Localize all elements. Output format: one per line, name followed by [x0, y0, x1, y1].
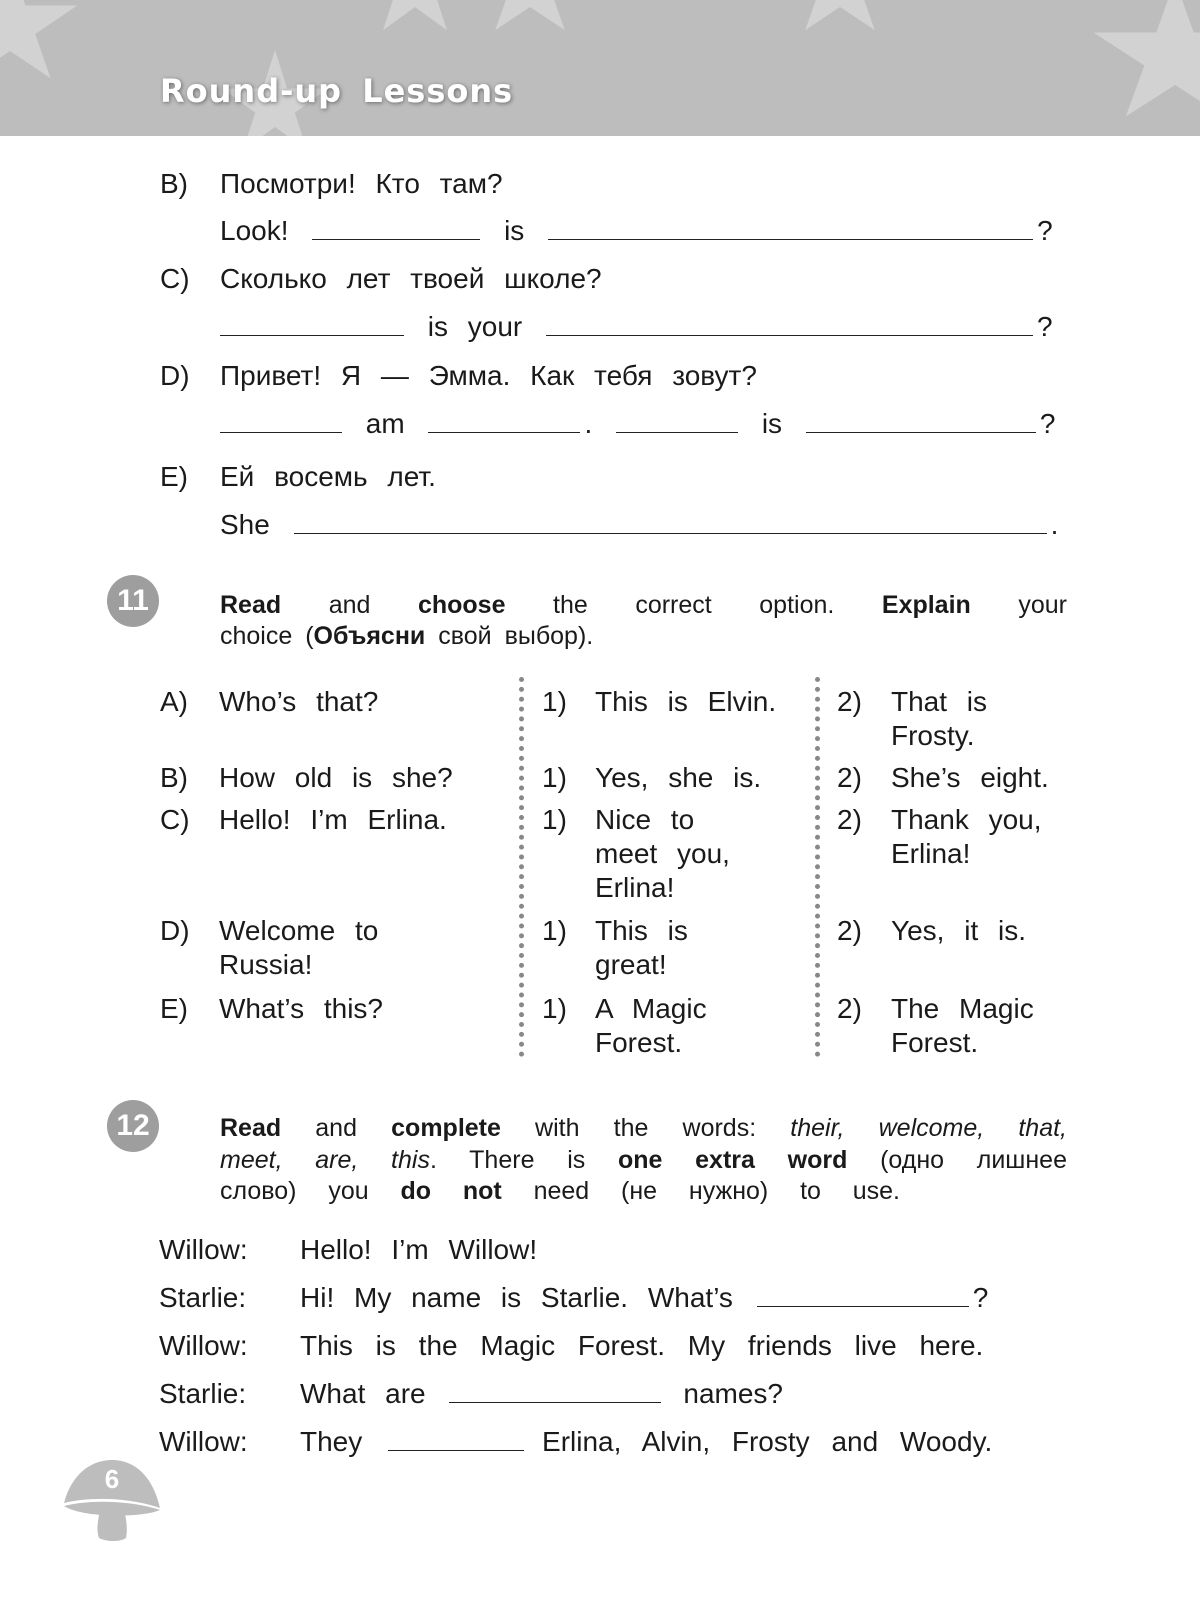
star-decoration [360, 0, 470, 40]
option-number: 2) [837, 762, 862, 793]
page-number: 6 [104, 1464, 120, 1494]
option-number: 1) [542, 993, 567, 1024]
speaker-name: Willow: [159, 1330, 248, 1361]
option-2-text: That is [891, 686, 988, 717]
item-letter: E) [160, 461, 188, 492]
item-letter: A) [160, 686, 188, 717]
answer-line: Look! is ? [220, 215, 1053, 246]
blank-field[interactable] [616, 411, 738, 433]
russian-prompt: Посмотри! Кто там? [220, 168, 503, 199]
instruction-line: Read and complete with the words: their, welcome, that, [220, 1114, 1067, 1142]
option-number: 1) [542, 915, 567, 946]
blank-field[interactable] [449, 1381, 661, 1403]
option-number: 2) [837, 804, 862, 835]
question-text: Welcome to [219, 915, 379, 946]
dialog-line: This is the Magic Forest. My friends live here. [300, 1330, 984, 1361]
russian-prompt: Ей восемь лет. [220, 461, 436, 492]
option-2-text: She’s eight. [891, 762, 1049, 793]
speaker-name: Starlie: [159, 1378, 247, 1409]
option-number: 2) [837, 993, 862, 1024]
option-number: 1) [542, 686, 567, 717]
page-header [0, 0, 1200, 136]
column-divider [815, 677, 820, 1057]
speaker-name: Willow: [159, 1426, 248, 1457]
option-number: 1) [542, 762, 567, 793]
blank-field[interactable] [548, 218, 1033, 240]
option-2-text: Thank you, [891, 804, 1042, 835]
star-decoration [470, 0, 590, 40]
russian-prompt: Сколько лет твоей школе? [220, 263, 602, 294]
option-1-text: A Magic [595, 993, 707, 1024]
dialog-line: Hello! I’m Willow! [300, 1234, 538, 1265]
option-2-text: Yes, it is. [891, 915, 1027, 946]
blank-field[interactable] [757, 1285, 969, 1307]
option-number: 2) [837, 915, 862, 946]
item-letter: B) [160, 168, 188, 199]
dialog-line: They Erlina, Alvin, Frosty and Woody. [300, 1426, 993, 1457]
dialog-line: Hi! My name is Starlie. What’s ? [300, 1282, 989, 1313]
instruction-line: choice (Объясни свой выбор). [220, 622, 594, 650]
answer-line: is your ? [216, 311, 1053, 343]
instruction-line: Read and choose the correct option. Explain your [220, 591, 1067, 619]
item-letter: C) [160, 804, 190, 835]
exercise-number: 11 [107, 575, 159, 627]
blank-field[interactable] [294, 512, 1047, 534]
option-1-text: Forest. [595, 1027, 683, 1058]
blank-field[interactable] [312, 218, 480, 240]
item-letter: B) [160, 762, 188, 793]
blank-field[interactable] [220, 411, 342, 433]
question-text: How old is she? [219, 762, 453, 793]
option-2-text: The Magic [891, 993, 1034, 1024]
instruction-line: слово) you do not need (не нужно) to use. [220, 1177, 900, 1205]
option-1-text: meet you, [595, 838, 730, 869]
dialog-line: What are names? [300, 1378, 784, 1409]
item-letter: C) [160, 263, 190, 294]
page-number-badge [62, 1458, 162, 1542]
question-text: Who’s that? [219, 686, 379, 717]
item-letter: D) [160, 915, 190, 946]
option-2-text: Erlina! [891, 838, 971, 869]
option-2-text: Forest. [891, 1027, 979, 1058]
item-letter: E) [160, 993, 188, 1024]
question-text: What’s this? [219, 993, 383, 1024]
star-decoration [1090, 0, 1200, 130]
section-title: Round-up Lessons [160, 72, 514, 110]
speaker-name: Willow: [159, 1234, 248, 1265]
blank-field[interactable] [220, 314, 404, 336]
option-1-text: Erlina! [595, 872, 675, 903]
russian-prompt: Привет! Я — Эмма. Как тебя зовут? [220, 360, 757, 391]
blank-field[interactable] [806, 411, 1036, 433]
answer-line: She . [220, 509, 1059, 540]
question-text: Russia! [219, 949, 313, 980]
question-text: Hello! I’m Erlina. [219, 804, 447, 835]
star-decoration [780, 0, 900, 40]
option-1-text: This is Elvin. [595, 686, 777, 717]
option-1-text: great! [595, 949, 667, 980]
answer-line: am . is ? [216, 408, 1055, 440]
blank-field[interactable] [388, 1429, 524, 1451]
item-letter: D) [160, 360, 190, 391]
option-1-text: This is [595, 915, 688, 946]
exercise-number: 12 [107, 1100, 159, 1152]
option-2-text: Frosty. [891, 720, 975, 751]
blank-field[interactable] [428, 411, 580, 433]
option-1-text: Nice to [595, 804, 695, 835]
instruction-line: meet, are, this. There is one extra word (одно лишнее [220, 1146, 1067, 1174]
column-divider [519, 677, 524, 1057]
option-number: 1) [542, 804, 567, 835]
option-1-text: Yes, she is. [595, 762, 762, 793]
speaker-name: Starlie: [159, 1282, 247, 1313]
blank-field[interactable] [546, 314, 1033, 336]
star-decoration [0, 0, 80, 90]
option-number: 2) [837, 686, 862, 717]
